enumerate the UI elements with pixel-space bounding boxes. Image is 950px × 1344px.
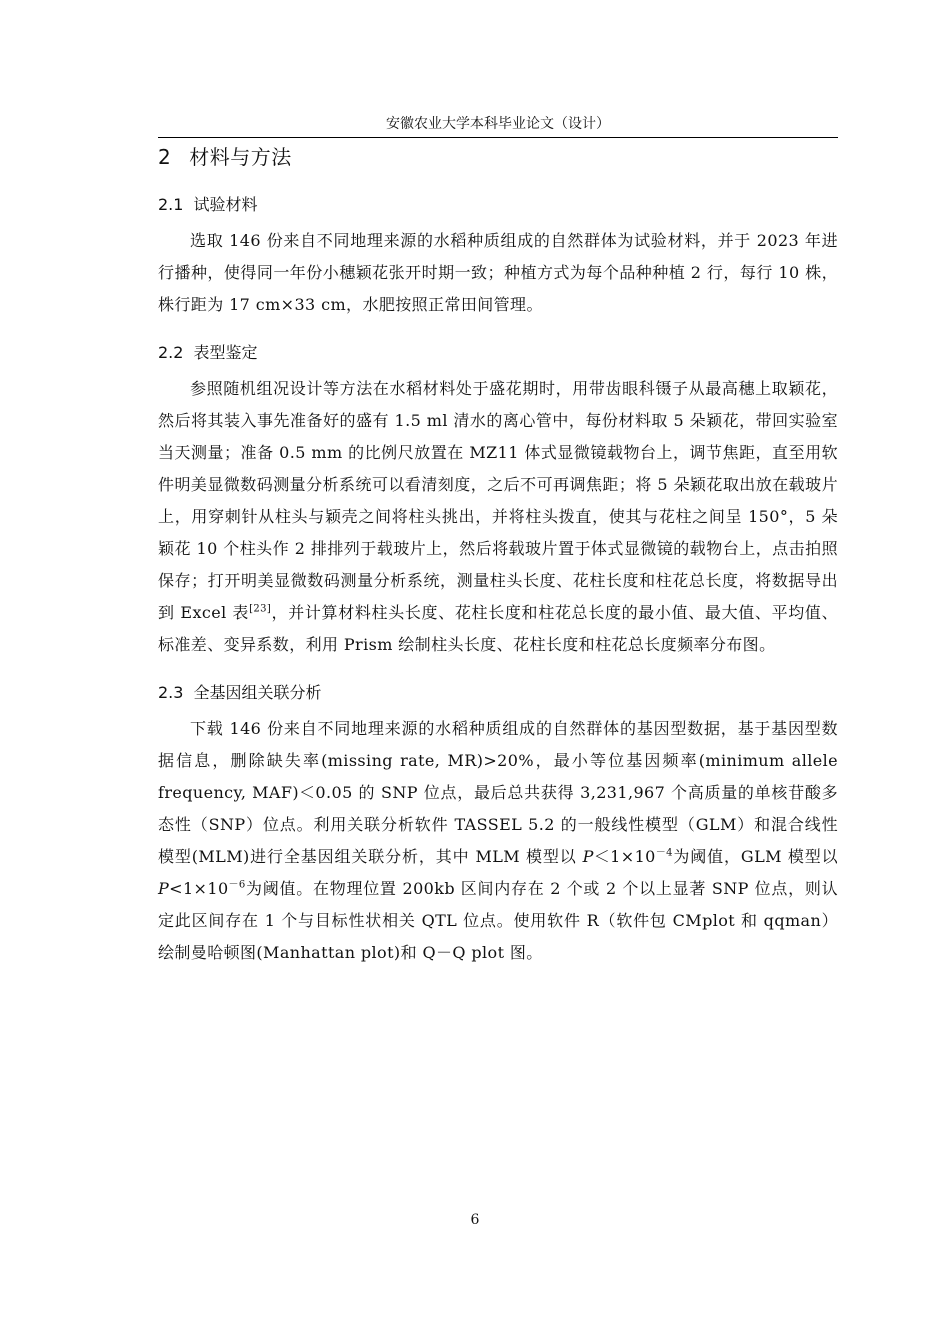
paragraph-text: 下载 146 份来自不同地理来源的水稻种质组成的自然群体的基因型数据，基于基因型数据信息，删除缺失率(missing rate, MR)>20%，最小等位基因频率(minimum allele frequency, MAF)＜0.05 的 SNP 位点，最后总共获得 3,231,967 个高质量的单核苷酸多态性（SNP）位点。利用关联分析软件 TASSEL 5.2 的一般线性模型（GLM）和混合线性模型(MLM)进行全基因组关联分析，其中 MLM 模型以 xyxy=(158,719,838,866)
subsection-number: 2.3 xyxy=(158,683,184,702)
paragraph-gwas xyxy=(158,713,838,969)
paragraph-text: 参照随机组况设计等方法在水稻材料处于盛花期时，用带齿眼科镊子从最高穗上取颖花，然后将其装入事先准备好的盛有 1.5 ml 清水的离心管中，每份材料取 5 朵颖花，带回实验室当天测量；准备 0.5 mm 的比例尺放置在 MZ11 体式显微镜载物台上，调节焦距，直至用软件明美显微数码测量分析系统可以看清刻度，之后不可再调焦距；将 5 朵颖花取出放在载玻片上，用穿刺针从柱头与颖壳之间将柱头挑出，并将柱头拨直，使其与花柱之间呈 150°，5 朵颖花 10 个柱头作 2 排排列于载玻片上，然后将载玻片置于体式显微镜的载物台上，点击拍照保存；打开明美显微数码测量分析系统，测量柱头长度、花柱长度和柱花总长度，将数据导出到 Excel 表 xyxy=(158,379,838,622)
subsection-heading-2-2 xyxy=(158,343,838,363)
section-number: 2 xyxy=(158,145,172,169)
subsection-title: 表型鉴定 xyxy=(193,343,258,362)
threshold-text: ＜1×10 xyxy=(593,847,656,866)
subsection-number: 2.1 xyxy=(158,195,184,214)
threshold-text: <1×10 xyxy=(169,879,229,898)
subsection-title: 试验材料 xyxy=(193,195,258,214)
paragraph-text: 为阈值。在物理位置 200kb 区间内存在 2 个或 2 个以上显著 SNP 位点，则认定此区间存在 1 个与目标性状相关 QTL 位点。使用软件 R（软件包 CMplot 和 qqman）绘制曼哈顿图(Manhattan plot)和 Q－Q plot 图。 xyxy=(158,879,838,962)
exponent: －4 xyxy=(655,847,673,859)
running-header: 安徽农业大学本科毕业论文（设计） xyxy=(386,116,610,132)
paragraph-text: 为阈值，GLM 模型以 xyxy=(672,847,838,866)
subsection-heading-2-1 xyxy=(158,195,838,215)
p-value-symbol: P xyxy=(582,847,594,866)
subsection-heading-2-3 xyxy=(158,683,838,703)
section-heading xyxy=(158,140,838,173)
paragraph-text: ，并计算材料柱头长度、花柱长度和柱花总长度的最小值、最大值、平均值、标准差、变异系数，利用 Prism 绘制柱头长度、花柱长度和柱花总长度频率分布图。 xyxy=(158,603,838,654)
page-number: 6 xyxy=(470,1212,480,1228)
citation-ref: [23] xyxy=(249,603,272,615)
section-title: 材料与方法 xyxy=(189,145,292,169)
p-value-symbol: P xyxy=(158,879,170,898)
subsection-title: 全基因组关联分析 xyxy=(193,683,322,702)
exponent: －6 xyxy=(228,879,246,891)
header-rule xyxy=(158,137,838,138)
paragraph-phenotype xyxy=(158,373,838,661)
paragraph-materials: 选取 146 份来自不同地理来源的水稻种质组成的自然群体为试验材料，并于 2023 年进行播种，使得同一年份小穗颖花张开时期一致；种植方式为每个品种种植 2 行，每行 10 株，株行距为 17 cm×33 cm，水肥按照正常田间管理。 xyxy=(158,231,838,314)
subsection-number: 2.2 xyxy=(158,343,184,362)
page-content xyxy=(158,140,838,969)
